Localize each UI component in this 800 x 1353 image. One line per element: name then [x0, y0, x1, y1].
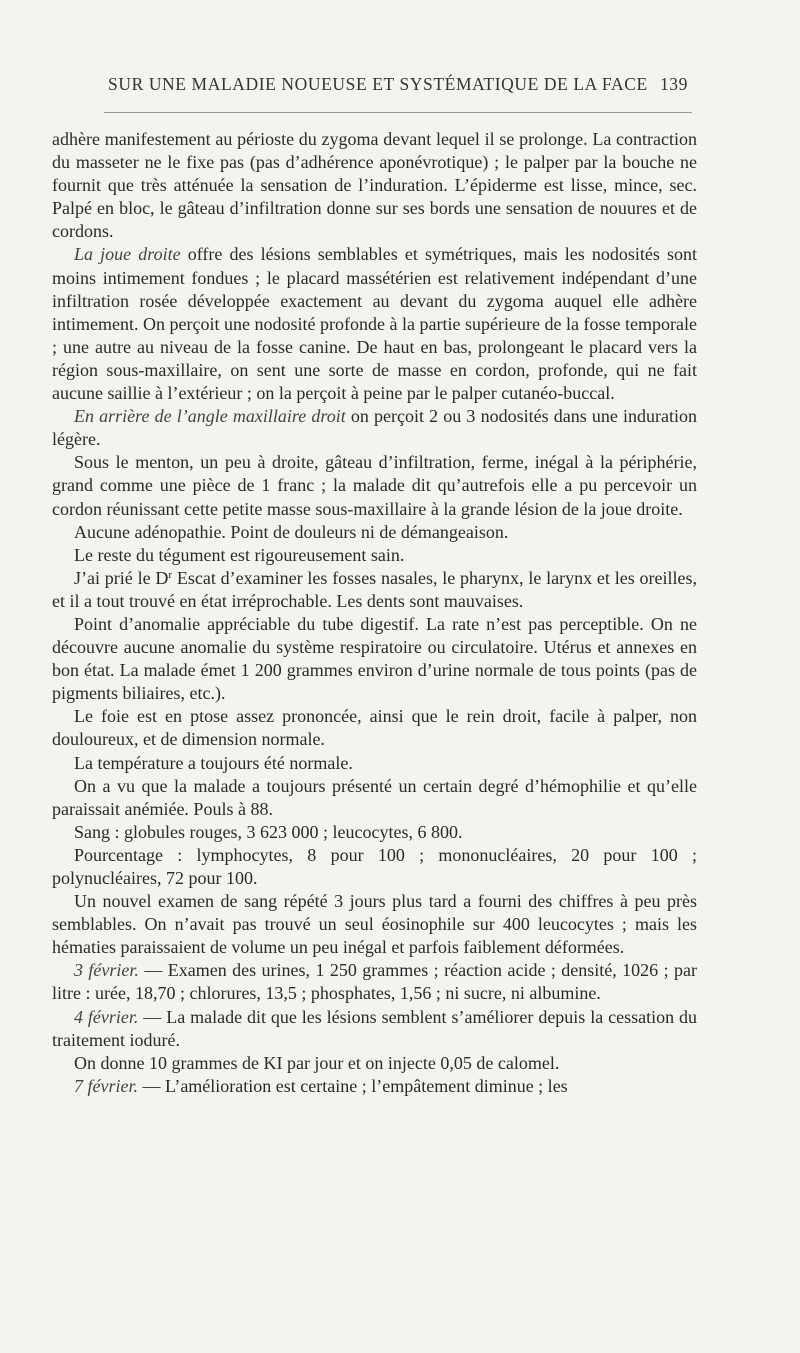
paragraph-text: Le reste du tégument est rigoureusement sain.	[74, 544, 405, 565]
paragraph-text: offre des lésions semblables et symétriques, mais les nodosités sont moins intimement fondues ; le placard massétérien est relativement indépendant d’une infiltration rosée développée exactement au devant du zygoma auquel elle adhère intimement. On perçoit une nodosité profonde à la partie supérieure de la fosse temporale ; une autre au niveau de la fosse canine. De haut en bas, prolongeant le placard vers la région sous-maxillaire, on sent une sorte de masse en cordon, profonde, qui ne fait aucune saillie à l’extérieur ; on la perçoit à peine par le palper cutanéo-buccal.	[52, 244, 697, 404]
paragraph	[52, 1075, 697, 1098]
paragraph	[52, 844, 697, 890]
body-text	[52, 128, 697, 1098]
paragraph	[52, 890, 697, 959]
page-number: 139	[659, 74, 688, 94]
paragraph	[52, 1052, 697, 1075]
paragraph	[52, 821, 697, 844]
paragraph-text: on perçoit 2 ou 3 nodosités dans une induration légère.	[52, 406, 697, 450]
paragraph-text: adhère manifestement au périoste du zygoma devant lequel il se prolonge. La contraction du masseter ne le fixe pas (pas d’adhérence aponévrotique) ; le palper par la bouche ne fournit que très atténuée la sensation de l’induration. L’épiderme est lisse, mince, sec. Palpé en bloc, le gâteau d’infiltration donne sur ses bords une sensation de nouures et de cordons.	[52, 129, 697, 242]
paragraph-lead-italic: 7 février.	[74, 1075, 138, 1096]
paragraph-text: Sang : globules rouges, 3 623 000 ; leucocytes, 6 800.	[74, 821, 463, 842]
paragraph	[52, 128, 697, 243]
paragraph-text: Pourcentage : lymphocytes, 8 pour 100 ; mononucléaires, 20 pour 100 ; polynucléaires, 72 pour 100.	[52, 844, 697, 888]
paragraph	[52, 243, 697, 405]
paragraph-lead-italic: La joue droite	[74, 244, 181, 265]
paragraph-text: La température a toujours été normale.	[74, 752, 353, 773]
paragraph	[52, 567, 697, 613]
paragraph	[52, 544, 697, 567]
paragraph-text: — L’amélioration est certaine ; l’empâtement diminue ; les	[137, 1075, 568, 1096]
running-header	[108, 74, 688, 100]
header-rule	[104, 112, 692, 113]
paragraph-lead-italic: En arrière de l’angle maxillaire droit	[74, 406, 346, 427]
running-title: SUR UNE MALADIE NOUEUSE ET SYSTÉMATIQUE DE LA FACE	[108, 74, 648, 94]
paragraph-lead-italic: 4 février.	[74, 1006, 139, 1027]
paragraph-text: — La malade dit que les lésions semblent s’améliorer depuis la cessation du traitement ioduré.	[52, 1006, 697, 1050]
paragraph-text: — Examen des urines, 1 250 grammes ; réaction acide ; densité, 1026 ; par litre : urée, 18,70 ; chlorures, 13,5 ; phosphates, 1,56 ; ni sucre, ni albumine.	[52, 960, 698, 1004]
paragraph-lead-italic: 3 février.	[74, 960, 139, 981]
paragraph-text: On a vu que la malade a toujours présenté un certain degré d’hémophilie et qu’elle paraissait anémiée. Pouls à 88.	[52, 775, 697, 819]
paragraph	[52, 521, 697, 544]
paragraph	[52, 405, 697, 451]
paragraph	[52, 451, 697, 520]
paragraph-text: Un nouvel examen de sang répété 3 jours plus tard a fourni des chiffres à peu près semblables. On n’avait pas trouvé un seul éosinophile sur 400 leucocytes ; mais les hématies paraissaient de volume un peu inégal et parfois faiblement déformées.	[52, 891, 697, 958]
paragraph-text-before-sup: J’ai prié le D	[74, 567, 169, 588]
paragraph	[52, 613, 697, 705]
paragraph-text: Le foie est en ptose assez prononcée, ainsi que le rein droit, facile à palper, non douloureux, et de dimension normale.	[52, 706, 697, 750]
paragraph-text: On donne 10 grammes de KI par jour et on injecte 0,05 de calomel.	[74, 1052, 560, 1073]
paragraph	[52, 775, 697, 821]
paragraph-text: Escat d’examiner les fosses nasales, le pharynx, le larynx et les oreilles, et il a tout trouvé en état irréprochable. Les dents sont mauvaises.	[52, 567, 697, 611]
paragraph	[52, 959, 697, 1005]
paragraph	[52, 752, 697, 775]
paragraph	[52, 1006, 697, 1052]
paragraph-text: Point d’anomalie appréciable du tube digestif. La rate n’est pas perceptible. On ne découvre aucune anomalie du système respiratoire ou circulatoire. Utérus et annexes en bon état. La malade émet 1 200 grammes environ d’urine normale de tous points (pas de pigments biliaires, etc.).	[52, 613, 697, 704]
paragraph-text: Sous le menton, un peu à droite, gâteau d’infiltration, ferme, inégal à la périphérie, grand comme une pièce de 1 franc ; la malade dit qu’autrefois elle a pu percevoir un cordon réunissant cette petite masse sous-maxillaire à la grande lésion de la joue droite.	[52, 452, 697, 519]
paragraph	[52, 705, 697, 751]
paragraph-text: Aucune adénopathie. Point de douleurs ni de démangeaison.	[74, 521, 509, 542]
superscript: r	[168, 568, 173, 581]
